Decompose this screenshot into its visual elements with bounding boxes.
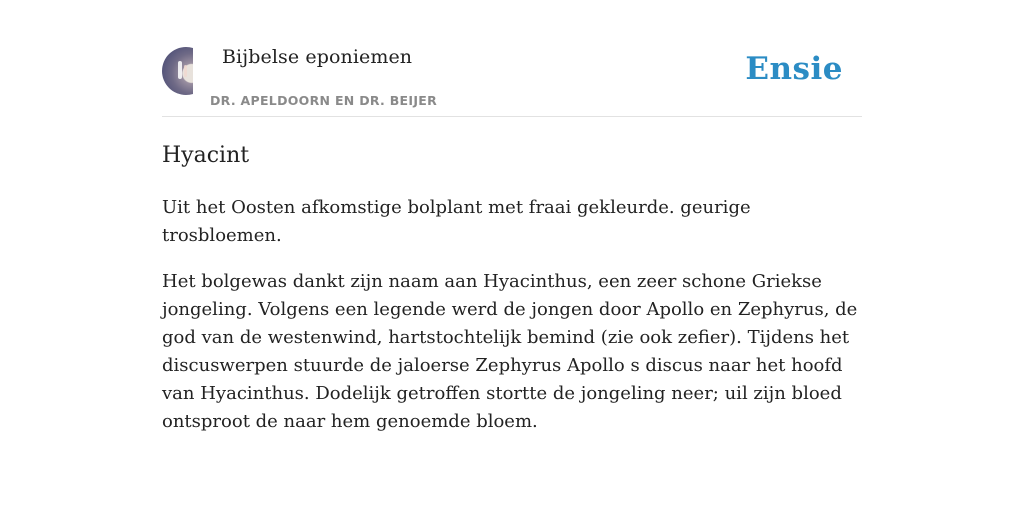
header <box>162 0 862 117</box>
book-title-link[interactable]: Bijbelse eponiemen <box>222 46 413 68</box>
entry-card <box>162 0 862 436</box>
entry-paragraph-1: Uit het Oosten afkomstige bolplant met fraai gekleurde. geurige trosbloemen. <box>162 197 751 246</box>
entry-paragraph-2: Het bolgewas dankt zijn naam aan Hyacinthus, een zeer schone Griekse jongeling. Volgens een legende werd de jongen door Apollo en Zephyrus, de god van de westenwind, hartstochtelijk bemind (zie ook zefier). Tijdens het discuswerpen stuurde de jaloerse Zephyrus Apollo s discus naar het hoofd van Hyacinthus. Dodelijk getroffen stortte de jongeling neer; uil zijn bloed ontsproot de naar hem genoemde bloem. <box>162 271 858 432</box>
flower-shape <box>178 61 182 79</box>
flower-shape-secondary <box>184 65 187 77</box>
brand-logo[interactable]: Ensie <box>745 51 843 87</box>
entry-title: Hyacint <box>162 143 250 168</box>
book-cover-image[interactable] <box>162 47 193 95</box>
authors-label: DR. APELDOORN EN DR. BEIJER <box>210 93 438 108</box>
